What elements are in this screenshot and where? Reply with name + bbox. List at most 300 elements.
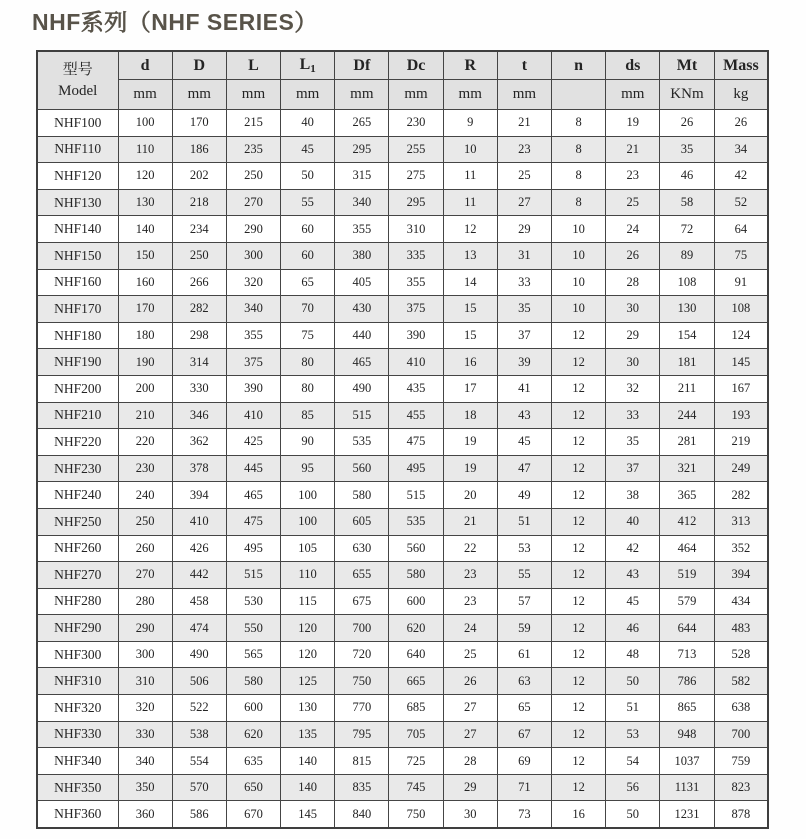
data-cell: 53 xyxy=(497,535,551,562)
model-cell: NHF200 xyxy=(37,375,118,402)
data-cell: 27 xyxy=(497,189,551,216)
data-cell: 605 xyxy=(335,508,389,535)
table-row xyxy=(37,801,768,828)
data-cell: 8 xyxy=(552,136,606,163)
model-cell: NHF280 xyxy=(37,588,118,615)
data-cell: 455 xyxy=(389,402,443,429)
data-cell: 375 xyxy=(389,296,443,323)
unit-cell: mm xyxy=(389,80,443,110)
unit-cell xyxy=(552,80,606,110)
data-cell: 35 xyxy=(497,296,551,323)
data-cell: 11 xyxy=(443,189,497,216)
model-cell: NHF170 xyxy=(37,296,118,323)
data-cell: 12 xyxy=(552,535,606,562)
data-cell: 300 xyxy=(226,242,280,269)
model-cell: NHF100 xyxy=(37,110,118,137)
data-cell: 586 xyxy=(172,801,226,828)
data-cell: 64 xyxy=(714,216,768,243)
data-cell: 190 xyxy=(118,349,172,376)
data-cell: 515 xyxy=(226,562,280,589)
model-cell: NHF110 xyxy=(37,136,118,163)
data-cell: 620 xyxy=(389,615,443,642)
data-cell: 21 xyxy=(497,110,551,137)
data-cell: 30 xyxy=(606,296,660,323)
data-cell: 554 xyxy=(172,748,226,775)
data-cell: 640 xyxy=(389,641,443,668)
data-cell: 835 xyxy=(335,774,389,801)
data-cell: 193 xyxy=(714,402,768,429)
data-cell: 522 xyxy=(172,695,226,722)
data-cell: 270 xyxy=(226,189,280,216)
data-cell: 475 xyxy=(389,429,443,456)
data-cell: 665 xyxy=(389,668,443,695)
data-cell: 65 xyxy=(281,269,335,296)
data-cell: 120 xyxy=(281,615,335,642)
data-cell: 16 xyxy=(443,349,497,376)
data-cell: 85 xyxy=(281,402,335,429)
data-cell: 705 xyxy=(389,721,443,748)
data-cell: 320 xyxy=(118,695,172,722)
data-cell: 620 xyxy=(226,721,280,748)
data-cell: 280 xyxy=(118,588,172,615)
data-cell: 579 xyxy=(660,588,714,615)
data-cell: 948 xyxy=(660,721,714,748)
table-row xyxy=(37,216,768,243)
data-cell: 300 xyxy=(118,641,172,668)
data-cell: 315 xyxy=(335,163,389,190)
unit-cell: mm xyxy=(497,80,551,110)
data-cell: 15 xyxy=(443,296,497,323)
data-cell: 31 xyxy=(497,242,551,269)
data-cell: 115 xyxy=(281,588,335,615)
data-cell: 51 xyxy=(606,695,660,722)
data-cell: 1131 xyxy=(660,774,714,801)
data-cell: 475 xyxy=(226,508,280,535)
data-cell: 45 xyxy=(281,136,335,163)
data-cell: 759 xyxy=(714,748,768,775)
model-cell: NHF330 xyxy=(37,721,118,748)
data-cell: 295 xyxy=(389,189,443,216)
data-cell: 346 xyxy=(172,402,226,429)
model-cell: NHF290 xyxy=(37,615,118,642)
data-cell: 281 xyxy=(660,429,714,456)
data-cell: 186 xyxy=(172,136,226,163)
data-cell: 12 xyxy=(552,508,606,535)
data-cell: 700 xyxy=(335,615,389,642)
data-cell: 43 xyxy=(606,562,660,589)
unit-cell: mm xyxy=(443,80,497,110)
data-cell: 464 xyxy=(660,535,714,562)
data-cell: 19 xyxy=(606,110,660,137)
data-cell: 340 xyxy=(118,748,172,775)
data-cell: 582 xyxy=(714,668,768,695)
table-row xyxy=(37,508,768,535)
table-row xyxy=(37,375,768,402)
data-cell: 21 xyxy=(443,508,497,535)
data-cell: 11 xyxy=(443,163,497,190)
unit-cell: mm xyxy=(226,80,280,110)
data-cell: 530 xyxy=(226,588,280,615)
data-cell: 33 xyxy=(606,402,660,429)
table-row xyxy=(37,429,768,456)
data-cell: 130 xyxy=(118,189,172,216)
column-header-l: L xyxy=(226,51,280,80)
data-cell: 725 xyxy=(389,748,443,775)
model-cell: NHF230 xyxy=(37,455,118,482)
model-cell: NHF120 xyxy=(37,163,118,190)
data-cell: 100 xyxy=(281,482,335,509)
data-cell: 8 xyxy=(552,163,606,190)
data-cell: 160 xyxy=(118,269,172,296)
data-cell: 61 xyxy=(497,641,551,668)
data-cell: 840 xyxy=(335,801,389,828)
data-cell: 570 xyxy=(172,774,226,801)
data-cell: 12 xyxy=(552,748,606,775)
data-cell: 355 xyxy=(335,216,389,243)
data-cell: 47 xyxy=(497,455,551,482)
model-cell: NHF190 xyxy=(37,349,118,376)
data-cell: 35 xyxy=(606,429,660,456)
data-cell: 249 xyxy=(714,455,768,482)
data-cell: 442 xyxy=(172,562,226,589)
table-row xyxy=(37,136,768,163)
data-cell: 650 xyxy=(226,774,280,801)
data-cell: 490 xyxy=(172,641,226,668)
data-cell: 426 xyxy=(172,535,226,562)
data-cell: 145 xyxy=(281,801,335,828)
table-row xyxy=(37,455,768,482)
data-cell: 12 xyxy=(552,721,606,748)
data-cell: 110 xyxy=(118,136,172,163)
data-cell: 12 xyxy=(552,668,606,695)
data-cell: 19 xyxy=(443,429,497,456)
data-cell: 105 xyxy=(281,535,335,562)
column-header-n: n xyxy=(552,51,606,80)
data-cell: 12 xyxy=(552,322,606,349)
data-cell: 53 xyxy=(606,721,660,748)
data-cell: 394 xyxy=(714,562,768,589)
table-row xyxy=(37,562,768,589)
data-cell: 75 xyxy=(281,322,335,349)
data-cell: 219 xyxy=(714,429,768,456)
data-cell: 29 xyxy=(606,322,660,349)
data-cell: 378 xyxy=(172,455,226,482)
data-cell: 230 xyxy=(118,455,172,482)
model-cell: NHF340 xyxy=(37,748,118,775)
data-cell: 9 xyxy=(443,110,497,137)
data-cell: 41 xyxy=(497,375,551,402)
table-row xyxy=(37,322,768,349)
data-cell: 340 xyxy=(226,296,280,323)
data-cell: 37 xyxy=(497,322,551,349)
data-cell: 12 xyxy=(552,774,606,801)
data-cell: 80 xyxy=(281,349,335,376)
data-cell: 25 xyxy=(497,163,551,190)
table-row xyxy=(37,242,768,269)
data-cell: 550 xyxy=(226,615,280,642)
data-cell: 282 xyxy=(172,296,226,323)
data-cell: 12 xyxy=(443,216,497,243)
data-cell: 49 xyxy=(497,482,551,509)
data-cell: 23 xyxy=(443,562,497,589)
data-cell: 495 xyxy=(226,535,280,562)
data-cell: 355 xyxy=(226,322,280,349)
model-cell: NHF160 xyxy=(37,269,118,296)
data-cell: 69 xyxy=(497,748,551,775)
table-row xyxy=(37,668,768,695)
column-header-l1: $L_1$ xyxy=(281,51,335,80)
data-cell: 350 xyxy=(118,774,172,801)
data-cell: 38 xyxy=(606,482,660,509)
data-cell: 43 xyxy=(497,402,551,429)
data-cell: 108 xyxy=(660,269,714,296)
data-cell: 580 xyxy=(389,562,443,589)
data-cell: 1231 xyxy=(660,801,714,828)
data-cell: 290 xyxy=(118,615,172,642)
table-row xyxy=(37,641,768,668)
data-cell: 410 xyxy=(226,402,280,429)
data-cell: 750 xyxy=(389,801,443,828)
data-cell: 27 xyxy=(443,695,497,722)
data-cell: 580 xyxy=(226,668,280,695)
table-row xyxy=(37,748,768,775)
data-cell: 770 xyxy=(335,695,389,722)
data-cell: 823 xyxy=(714,774,768,801)
data-cell: 26 xyxy=(714,110,768,137)
data-cell: 290 xyxy=(226,216,280,243)
data-cell: 380 xyxy=(335,242,389,269)
data-cell: 202 xyxy=(172,163,226,190)
table-row xyxy=(37,163,768,190)
data-cell: 10 xyxy=(552,242,606,269)
data-cell: 745 xyxy=(389,774,443,801)
data-cell: 1037 xyxy=(660,748,714,775)
data-cell: 795 xyxy=(335,721,389,748)
column-header-r: R xyxy=(443,51,497,80)
data-cell: 19 xyxy=(443,455,497,482)
data-cell: 24 xyxy=(443,615,497,642)
data-cell: 181 xyxy=(660,349,714,376)
data-cell: 95 xyxy=(281,455,335,482)
table-row xyxy=(37,695,768,722)
data-cell: 211 xyxy=(660,375,714,402)
data-cell: 235 xyxy=(226,136,280,163)
data-cell: 275 xyxy=(389,163,443,190)
data-cell: 13 xyxy=(443,242,497,269)
data-cell: 310 xyxy=(389,216,443,243)
data-cell: 20 xyxy=(443,482,497,509)
data-cell: 434 xyxy=(714,588,768,615)
data-cell: 675 xyxy=(335,588,389,615)
model-cell: NHF220 xyxy=(37,429,118,456)
data-cell: 560 xyxy=(389,535,443,562)
data-cell: 465 xyxy=(335,349,389,376)
data-cell: 39 xyxy=(497,349,551,376)
data-cell: 46 xyxy=(606,615,660,642)
column-header-d: D xyxy=(172,51,226,80)
data-cell: 42 xyxy=(714,163,768,190)
data-cell: 12 xyxy=(552,429,606,456)
data-cell: 48 xyxy=(606,641,660,668)
data-cell: 60 xyxy=(281,242,335,269)
data-cell: 390 xyxy=(389,322,443,349)
data-cell: 865 xyxy=(660,695,714,722)
table-row xyxy=(37,615,768,642)
table-row xyxy=(37,535,768,562)
data-cell: 90 xyxy=(281,429,335,456)
data-cell: 670 xyxy=(226,801,280,828)
model-cell: NHF360 xyxy=(37,801,118,828)
data-cell: 40 xyxy=(606,508,660,535)
data-cell: 24 xyxy=(606,216,660,243)
data-cell: 10 xyxy=(552,296,606,323)
data-cell: 34 xyxy=(714,136,768,163)
data-cell: 390 xyxy=(226,375,280,402)
data-cell: 120 xyxy=(118,163,172,190)
data-cell: 10 xyxy=(443,136,497,163)
data-cell: 515 xyxy=(389,482,443,509)
data-cell: 55 xyxy=(281,189,335,216)
data-cell: 56 xyxy=(606,774,660,801)
data-cell: 244 xyxy=(660,402,714,429)
data-cell: 10 xyxy=(552,216,606,243)
data-cell: 167 xyxy=(714,375,768,402)
data-cell: 355 xyxy=(389,269,443,296)
data-cell: 8 xyxy=(552,189,606,216)
data-cell: 560 xyxy=(335,455,389,482)
data-cell: 313 xyxy=(714,508,768,535)
data-cell: 440 xyxy=(335,322,389,349)
data-cell: 12 xyxy=(552,349,606,376)
data-cell: 234 xyxy=(172,216,226,243)
table-row xyxy=(37,296,768,323)
data-cell: 57 xyxy=(497,588,551,615)
data-cell: 375 xyxy=(226,349,280,376)
data-cell: 815 xyxy=(335,748,389,775)
data-cell: 100 xyxy=(118,110,172,137)
data-cell: 12 xyxy=(552,641,606,668)
data-cell: 12 xyxy=(552,562,606,589)
data-cell: 130 xyxy=(660,296,714,323)
data-cell: 140 xyxy=(281,748,335,775)
column-header-dc: Dc xyxy=(389,51,443,80)
data-cell: 50 xyxy=(281,163,335,190)
data-cell: 266 xyxy=(172,269,226,296)
data-cell: 250 xyxy=(172,242,226,269)
data-cell: 330 xyxy=(172,375,226,402)
data-cell: 465 xyxy=(226,482,280,509)
data-cell: 458 xyxy=(172,588,226,615)
data-cell: 16 xyxy=(552,801,606,828)
unit-cell: mm xyxy=(281,80,335,110)
data-cell: 635 xyxy=(226,748,280,775)
data-cell: 255 xyxy=(389,136,443,163)
data-cell: 45 xyxy=(497,429,551,456)
data-cell: 30 xyxy=(443,801,497,828)
data-cell: 71 xyxy=(497,774,551,801)
data-cell: 120 xyxy=(281,641,335,668)
data-cell: 220 xyxy=(118,429,172,456)
data-cell: 200 xyxy=(118,375,172,402)
model-cell: NHF320 xyxy=(37,695,118,722)
data-cell: 330 xyxy=(118,721,172,748)
model-cell: NHF250 xyxy=(37,508,118,535)
data-cell: 365 xyxy=(660,482,714,509)
data-cell: 135 xyxy=(281,721,335,748)
data-cell: 55 xyxy=(497,562,551,589)
table-row xyxy=(37,110,768,137)
data-cell: 445 xyxy=(226,455,280,482)
data-cell: 124 xyxy=(714,322,768,349)
data-cell: 580 xyxy=(335,482,389,509)
data-cell: 40 xyxy=(281,110,335,137)
data-cell: 506 xyxy=(172,668,226,695)
data-cell: 12 xyxy=(552,588,606,615)
model-cell: NHF300 xyxy=(37,641,118,668)
model-cell: NHF260 xyxy=(37,535,118,562)
data-cell: 412 xyxy=(660,508,714,535)
data-cell: 42 xyxy=(606,535,660,562)
data-cell: 150 xyxy=(118,242,172,269)
data-cell: 260 xyxy=(118,535,172,562)
data-cell: 110 xyxy=(281,562,335,589)
column-header-mt: Mt xyxy=(660,51,714,80)
table-row xyxy=(37,482,768,509)
model-cell: NHF150 xyxy=(37,242,118,269)
header-unit-row xyxy=(37,80,768,110)
data-cell: 786 xyxy=(660,668,714,695)
data-cell: 73 xyxy=(497,801,551,828)
data-cell: 362 xyxy=(172,429,226,456)
data-cell: 655 xyxy=(335,562,389,589)
page-title: NHF系列（NHF SERIES） xyxy=(32,9,318,35)
data-cell: 720 xyxy=(335,641,389,668)
data-cell: 685 xyxy=(389,695,443,722)
data-cell: 108 xyxy=(714,296,768,323)
data-cell: 495 xyxy=(389,455,443,482)
data-cell: 58 xyxy=(660,189,714,216)
data-cell: 218 xyxy=(172,189,226,216)
data-cell: 33 xyxy=(497,269,551,296)
model-cell: NHF350 xyxy=(37,774,118,801)
table-row xyxy=(37,402,768,429)
data-cell: 18 xyxy=(443,402,497,429)
data-cell: 23 xyxy=(606,163,660,190)
data-cell: 100 xyxy=(281,508,335,535)
data-cell: 474 xyxy=(172,615,226,642)
data-cell: 17 xyxy=(443,375,497,402)
data-cell: 352 xyxy=(714,535,768,562)
data-cell: 321 xyxy=(660,455,714,482)
data-cell: 320 xyxy=(226,269,280,296)
data-cell: 295 xyxy=(335,136,389,163)
column-header-d: d xyxy=(118,51,172,80)
data-cell: 700 xyxy=(714,721,768,748)
data-cell: 70 xyxy=(281,296,335,323)
column-header-model: 型号 Model xyxy=(37,51,118,110)
unit-cell: mm xyxy=(606,80,660,110)
data-cell: 565 xyxy=(226,641,280,668)
table-row xyxy=(37,774,768,801)
column-header-t: t xyxy=(497,51,551,80)
data-cell: 270 xyxy=(118,562,172,589)
data-cell: 12 xyxy=(552,695,606,722)
unit-cell: KNm xyxy=(660,80,714,110)
data-cell: 46 xyxy=(660,163,714,190)
data-cell: 335 xyxy=(389,242,443,269)
data-cell: 528 xyxy=(714,641,768,668)
unit-cell: kg xyxy=(714,80,768,110)
